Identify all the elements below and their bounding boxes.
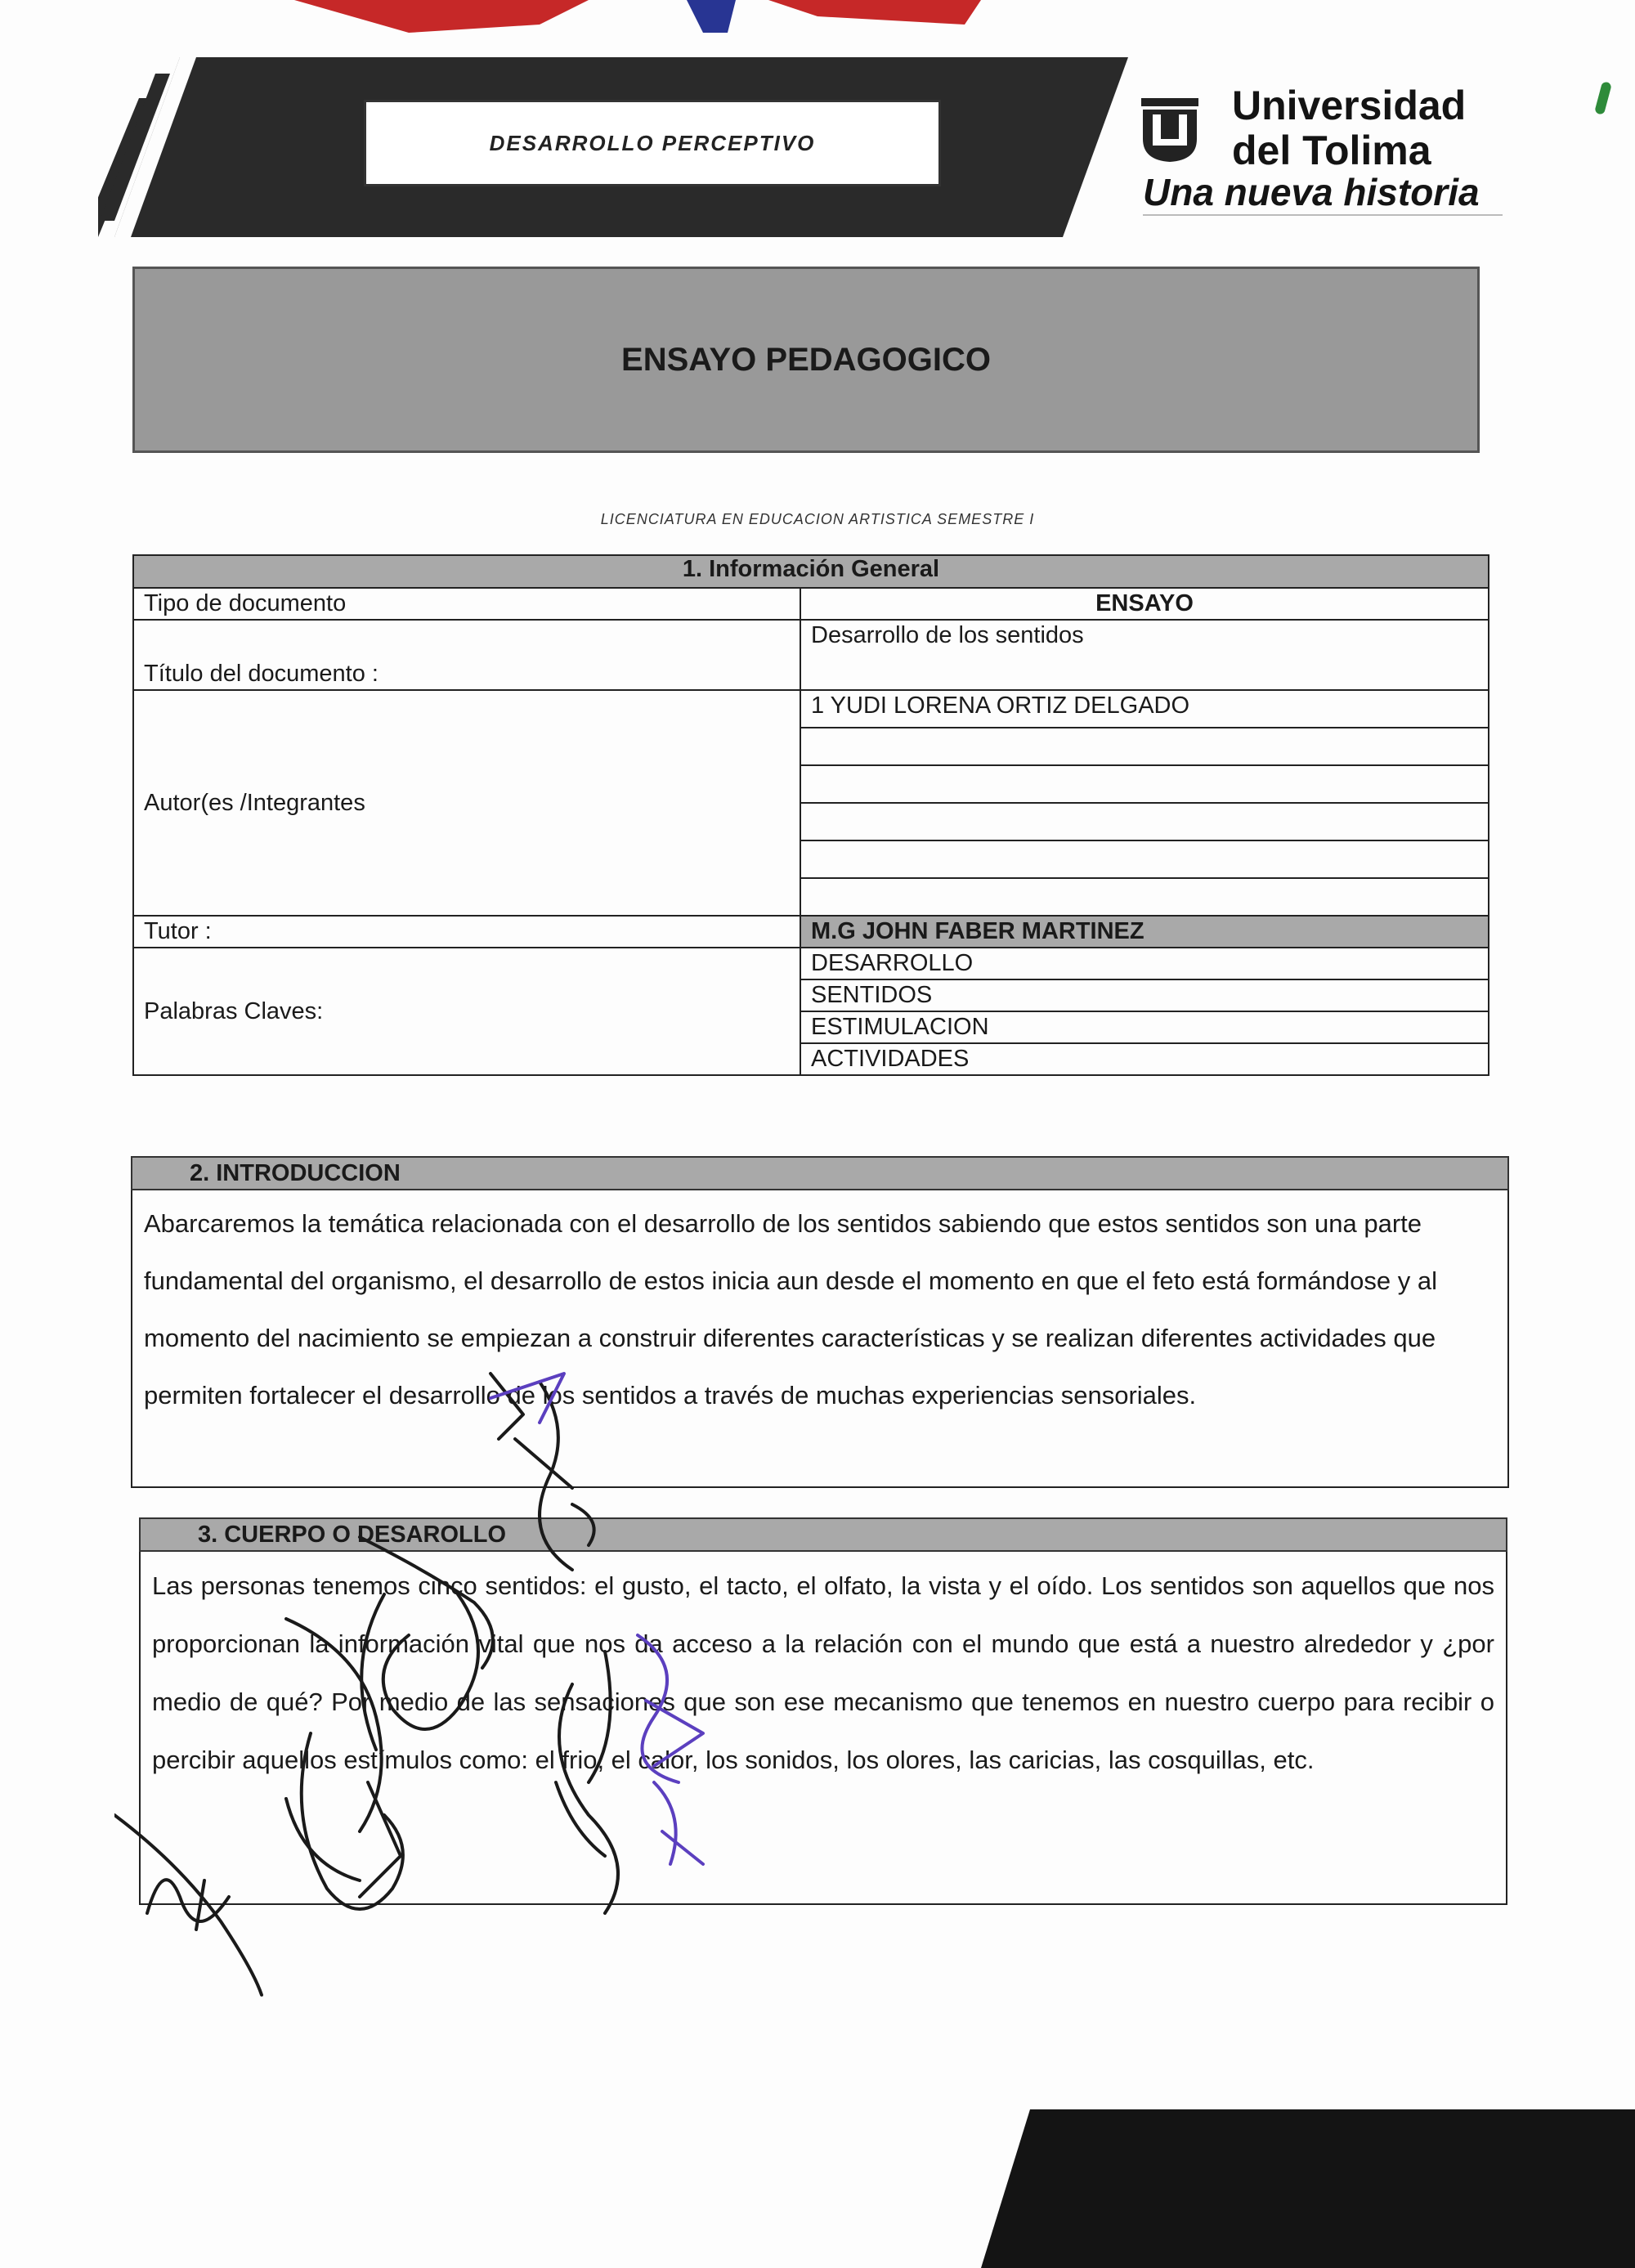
tutor-value: M.G JOHN FABER MARTINEZ bbox=[800, 916, 1489, 948]
author-line bbox=[800, 878, 1489, 916]
green-ink-mark bbox=[1594, 81, 1612, 115]
program-line: LICENCIATURA EN EDUCACION ARTISTICA SEMESTRE I bbox=[600, 511, 1035, 527]
course-name: DESARROLLO PERCEPTIVO bbox=[364, 100, 941, 186]
general-info-table bbox=[132, 554, 1489, 1076]
body-heading: 3. CUERPO O DESAROLLO bbox=[139, 1517, 1507, 1552]
author-line bbox=[800, 728, 1489, 765]
top-decorative-fragment bbox=[245, 0, 1144, 49]
document-type-label: Tipo de documento bbox=[133, 588, 800, 620]
general-info-heading: 1. Información General bbox=[133, 555, 1489, 588]
university-name-line1: Universidad bbox=[1232, 83, 1467, 128]
author-line: 1 YUDI LORENA ORTIZ DELGADO bbox=[800, 690, 1489, 728]
university-slogan: Una nueva historia bbox=[1143, 171, 1480, 213]
title-label: Título del documento : bbox=[133, 620, 800, 690]
author-line bbox=[800, 803, 1489, 840]
dark-background-corner bbox=[981, 2109, 1635, 2268]
handwritten-signatures bbox=[114, 1324, 768, 2003]
keyword-item: SENTIDOS bbox=[800, 979, 1489, 1011]
introduction-text: Abarcaremos la temática relacionada con el desarrollo de los sentidos sabiendo que estos sentidos son una parte fundamental del organismo, el desarrollo de estos inicia aun desde el momento en que el feto está formándose y al momento del nacimiento se empiezan a construir diferentes características y se realizan diferentes actividades que permiten fortalecer el desarrollo de los sentidos a través de muchas experiencias sensoriales. bbox=[131, 1190, 1509, 1488]
authors-label: Autor(es /Integrantes bbox=[133, 690, 800, 916]
author-line bbox=[800, 765, 1489, 803]
introduction-heading: 2. INTRODUCCION bbox=[131, 1156, 1509, 1190]
document-title: ENSAYO PEDAGOGICO bbox=[132, 267, 1480, 453]
document-type-value: ENSAYO bbox=[800, 588, 1489, 620]
keyword-item: ACTIVIDADES bbox=[800, 1043, 1489, 1075]
keyword-item: DESARROLLO bbox=[800, 948, 1489, 979]
body-text: Las personas tenemos cinco sentidos: el gusto, el tacto, el olfato, la vista y el oído. Los sentidos son aquellos que nos proporcionan la información vital que nos da acceso a la relación con el mundo que está a nuestro alrededor y ¿por medio de qué? Por medio de las sensaciones que son ese mecanismo que tenemos en nuestro cuerpo para recibir o percibir aquellos estímulos como: el frio, el calor, los sonidos, los olores, las caricias, las cosquillas, etc. bbox=[139, 1552, 1507, 1905]
university-name-line2: del Tolima bbox=[1232, 128, 1431, 173]
title-value: Desarrollo de los sentidos bbox=[800, 620, 1489, 690]
tutor-label: Tutor : bbox=[133, 916, 800, 948]
author-line bbox=[800, 840, 1489, 878]
keywords-label: Palabras Claves: bbox=[133, 948, 800, 1075]
university-shield-icon bbox=[1141, 98, 1198, 164]
keyword-item: ESTIMULACION bbox=[800, 1011, 1489, 1043]
logo-divider bbox=[1143, 214, 1503, 216]
